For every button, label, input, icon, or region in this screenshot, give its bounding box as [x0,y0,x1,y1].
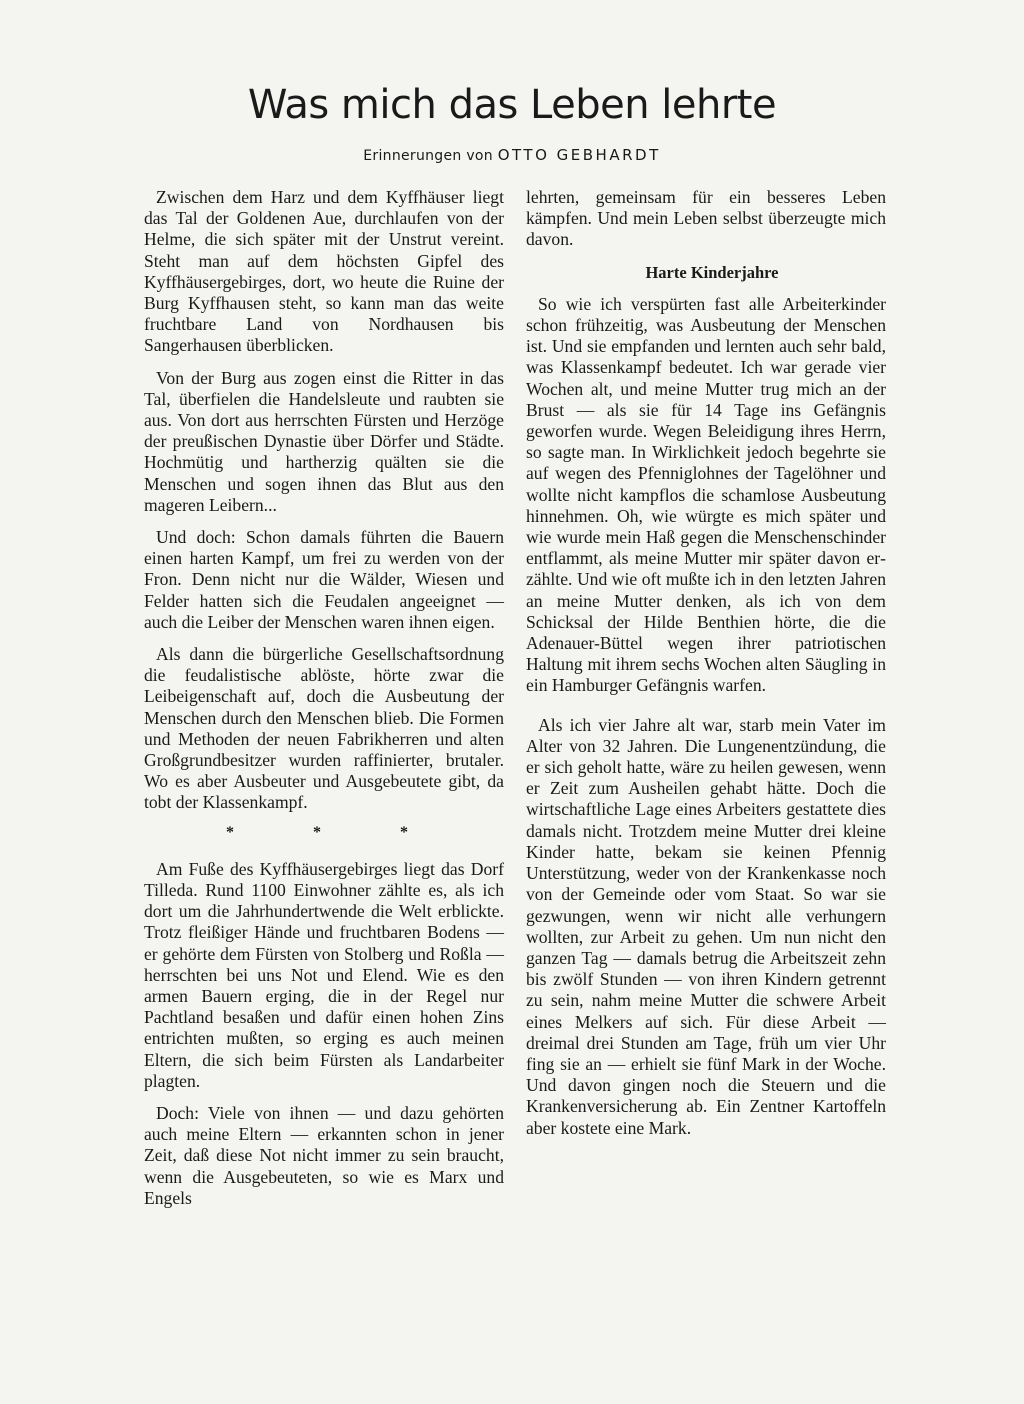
paragraph: Als dann die bürgerliche Gesellschaftsordnung die feudalistische ablöste, hörte zwar die Leibeigenschaft auf, doch die Ausbeutung der Menschen durch den Menschen blieb. Die Formen und Methoden der neuen Fabrikherren und alten Großgrundbesitzer wurden raffinierter, brutaler. Wo es aber Ausbeuter und Ausgebeutete gibt, da tobt der Klassenkampf. [144,644,504,813]
paragraph: Am Fuße des Kyffhäusergebirges liegt das Dorf Tilleda. Rund 1100 Einwohner zählte es, als ich dort um die Jahrhundertwende die Welt erblickte. Trotz fleißiger Hände und fruchtbaren Bodens — er gehörte dem Fürsten von Stolberg und Roßla — herrschten bei uns Not und Elend. Wie es den armen Bauern erging, die in der Regel nur Pachtland besaßen und dafür einen hohen Zins entrichten mußten, so erging es auch meinen Eltern, die sich beim Fürsten als Landarbeiter plagten. [144,858,504,1091]
separator-star: * [313,823,321,841]
separator-star: * [226,823,234,841]
subtitle-prefix: Erinnerungen von [363,148,493,164]
article-subtitle [140,146,884,164]
paragraph: Als ich vier Jahre alt war, starb mein Vater im Alter von 32 Jahren. Die Lungenentzündung, die er sich geholt hatte, wäre zu heilen gewesen, wenn er Zeit zum Ausheilen gehabt hätte. Doch die wirtschaftliche Lage eines Arbeiters gestattete dies damals nicht. Trotzdem meine Mutter drei kleine Kinder hatte, bekam sie keinen Pfennig Unterstützung, weder von der Krankenkasse noch von der Gemeinde oder vom Staat. So war sie gezwungen, wenn wir nicht alle verhungern wollten, zur Arbeit zu gehen. Um nun nicht den ganzen Tag — damals betrug die Arbeitszeit zehn bis zwölf Stunden — von ihren Kindern getrennt zu sein, nahm meine Mutter die schwere Arbeit eines Melkers auf sich. Für diese Arbeit — dreimal drei Stunden am Tage, früh um vier Uhr fing sie an — erhielt sie fünf Mark in der Woche. Und davon gingen noch die Steuern und die Krankenversicherung ab. Ein Zentner Kartoffeln aber kostete eine Mark. [526,714,886,1138]
paragraph: Von der Burg aus zogen einst die Ritter in das Tal, überfielen die Handelsleute und raubten sie aus. Von dort aus herrschten Fürsten und Herzöge der preußischen Dynastie über Dörfer und Städte. Hochmütig und hartherzig quälten sie die Menschen und sogen ihnen das Blut aus den mageren Leibern... [144,367,504,515]
right-column [526,187,886,1150]
section-heading: Harte Kinderjahre [645,262,779,282]
paragraph: Zwischen dem Harz und dem Kyffhäuser liegt das Tal der Goldenen Aue, durchlaufen von der Helme, die sich später mit der Unstrut vereint. Steht man auf dem höchsten Gipfel des Kyffhäusergebirges, dort, wo heute die Ruine der Burg Kyffhausen steht, so kann man das weite fruchtbare Land von Nordhausen bis Sangerhausen überblicken. [144,187,504,356]
article-title: Was mich das Leben lehrte [247,82,777,128]
section-separator [144,825,504,841]
separator-star: * [400,823,408,841]
paragraph: So wie ich verspürten fast alle Arbeiterkinder schon frühzeitig, was Ausbeutung der Menschen ist. Und sie empfanden und lernten auch sehr bald, was Klassenkampf bedeutet. Ich war gerade vier Wochen alt, und meine Mutter trug mich an der Brust — als sie für 14 Tage ins Gefängnis geworfen wurde. Wegen Beleidigung ihres Herrn, so sagte man. In Wirklichkeit jedoch begehrte sie auf wegen des Pfenniglohnes der Tagelöhner und wollte nicht kampflos die schamlose Ausbeutung hinnehmen. Oh, wie würgte es mich später und wie wurde mein Haß gegen die Menschenschinder entflammt, als meine Mutter mir später davon erzählte. Und wie oft mußte ich in den letzten Jahren an meine Mutter denken, als ich von dem Schicksal der Hilde Benthien hörte, die die Adenauer-Büttel wegen ihrer patriotischen Haltung mit ihrem sechs Wochen alten Säugling in ein Hamburger Gefängnis warfen. [526,293,886,696]
paragraph: Und doch: Schon damals führten die Bauern einen harten Kampf, um frei zu werden von der Fron. Denn nicht nur die Wälder, Wiesen und Felder hatten sich die Feudalen angeeignet — auch die Leiber der Menschen waren ihnen eigen. [144,527,504,632]
left-column [144,187,504,1220]
paragraph: lehrten, gemeinsam für ein besseres Leben kämpfen. Und mein Leben selbst überzeugte mich davon. [526,187,886,250]
paragraph: Doch: Viele von ihnen — und dazu gehörten auch meine Eltern — erkannten schon in jener Zeit, daß diese Not nicht immer zu sein braucht, wenn die Ausgebeuteten, so wie es Marx und Engels [144,1102,504,1208]
author-name: OTTO GEBHARDT [497,146,661,164]
